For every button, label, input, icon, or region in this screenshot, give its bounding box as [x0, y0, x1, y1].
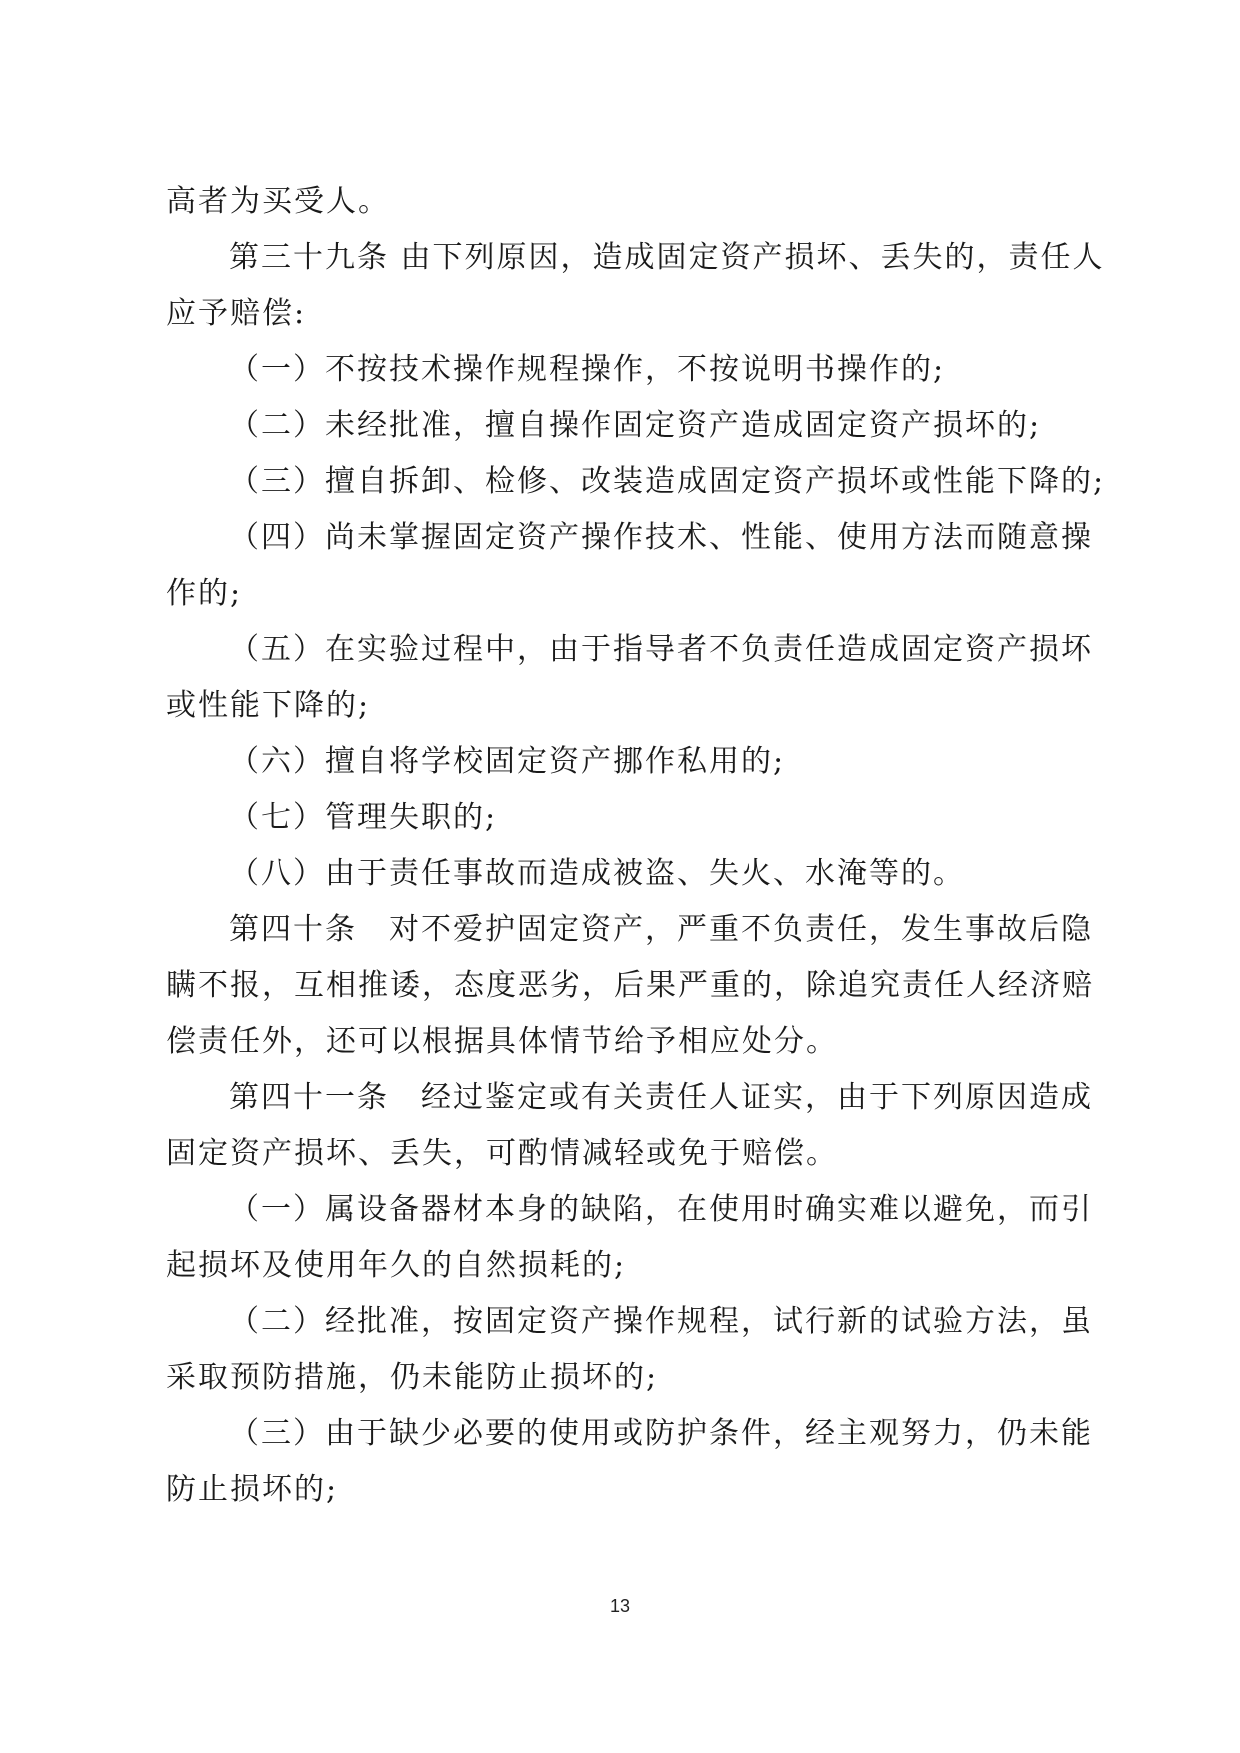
- text-line: 防止损坏的;: [166, 1472, 339, 1507]
- list-item: （六）擅自将学校固定资产挪作私用的;: [229, 744, 786, 779]
- article-40-heading: 第四十条 对不爱护固定资产，严重不负责任，发生事故后隐: [229, 912, 1093, 947]
- list-item: （三）擅自拆卸、检修、改装造成固定资产损坏或性能下降的;: [229, 464, 1106, 499]
- text-line: 应予赔偿:: [166, 296, 307, 331]
- list-item: （七）管理失职的;: [229, 800, 498, 835]
- text-line: 高者为买受人。: [166, 184, 390, 219]
- text-line: 偿责任外，还可以根据具体情节给予相应处分。: [166, 1024, 838, 1059]
- text-line: 瞒不报，互相推诿，态度恶劣，后果严重的，除追究责任人经济赔: [166, 968, 1094, 1003]
- text-line: 采取预防措施，仍未能防止损坏的;: [166, 1360, 659, 1395]
- text-line: 作的;: [166, 576, 243, 611]
- article-39-heading: 第三十九条 由下列原因，造成固定资产损坏、丢失的，责任人: [229, 240, 1105, 275]
- text-line: 起损坏及使用年久的自然损耗的;: [166, 1248, 627, 1283]
- list-item: （二）未经批准，擅自操作固定资产造成固定资产损坏的;: [229, 408, 1042, 443]
- list-item: （一）属设备器材本身的缺陷，在使用时确实难以避免，而引: [229, 1192, 1093, 1227]
- list-item: （一）不按技术操作规程操作，不按说明书操作的;: [229, 352, 946, 387]
- page-number: 13: [609, 1596, 631, 1616]
- list-item: （三）由于缺少必要的使用或防护条件，经主观努力，仍未能: [229, 1416, 1093, 1451]
- list-item: （八）由于责任事故而造成被盗、失火、水淹等的。: [229, 856, 965, 891]
- text-line: 或性能下降的;: [166, 688, 371, 723]
- list-item: （四）尚未掌握固定资产操作技术、性能、使用方法而随意操: [229, 520, 1093, 555]
- list-item: （二）经批准，按固定资产操作规程，试行新的试验方法，虽: [229, 1304, 1093, 1339]
- text-line: 固定资产损坏、丢失，可酌情减轻或免于赔偿。: [166, 1136, 838, 1171]
- article-41-heading: 第四十一条 经过鉴定或有关责任人证实，由于下列原因造成: [229, 1080, 1093, 1115]
- list-item: （五）在实验过程中，由于指导者不负责任造成固定资产损坏: [229, 632, 1093, 667]
